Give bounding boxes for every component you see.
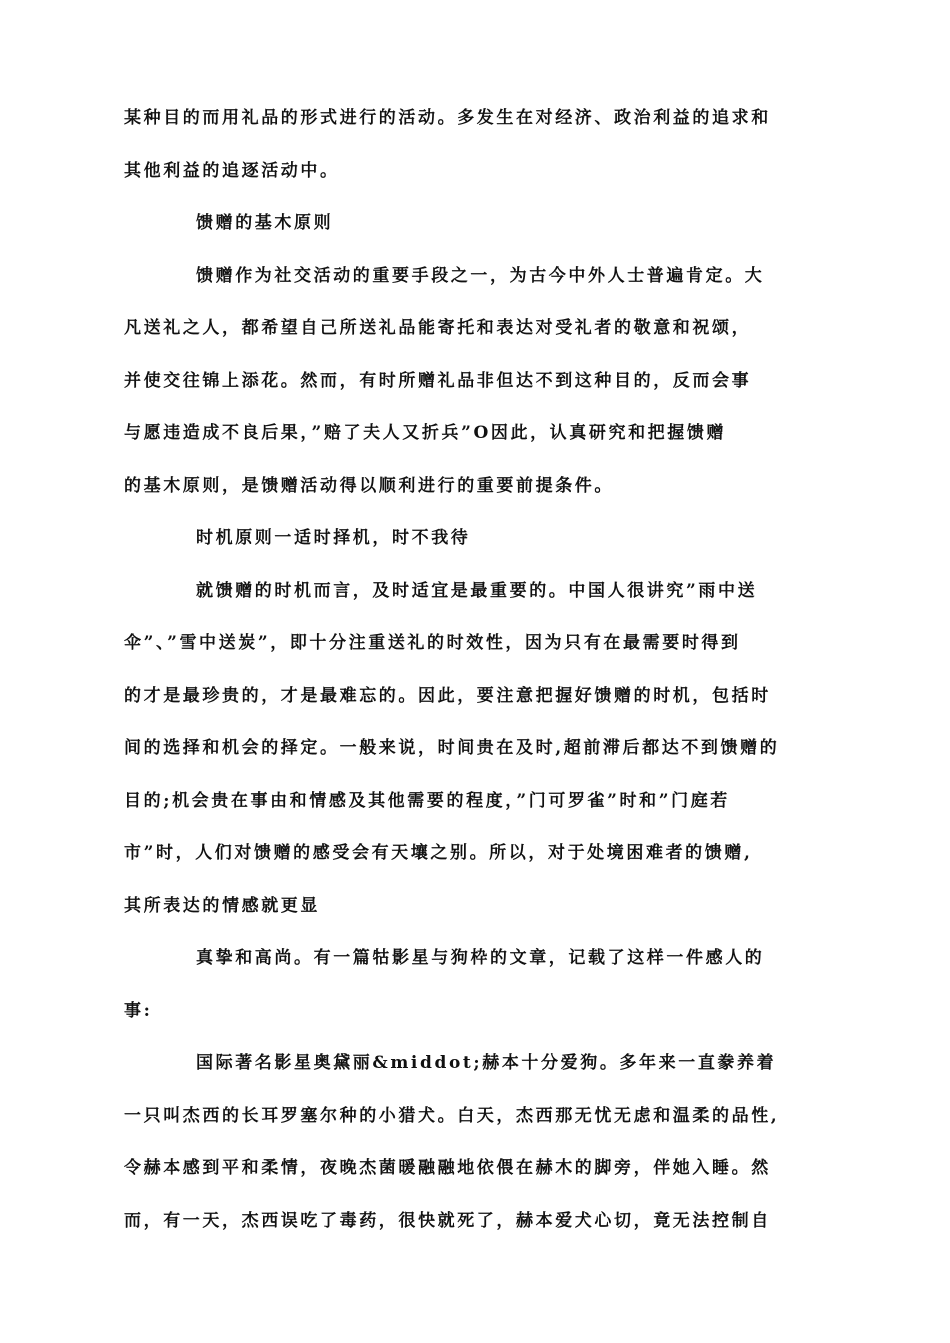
text-line: 并使交往锦上添花。然而，有时所赠礼品非但达不到这种目的，反而会事 (124, 370, 752, 391)
text-line: 与愿违造成不良后果，”赔了夫人又折兵”O因此，认真研究和把握馈赠 (124, 423, 727, 443)
text-line: 一只叫杰西的长耳罗塞尔种的小猎犬。白天，杰西那无忧无虑和温柔的品性, (124, 1105, 780, 1126)
text-line: 馈赠作为社交活动的重要手段之一，为古今中外人士普遍肯定。大 (196, 265, 765, 286)
text-line: 伞”、”雪中送炭”，即十分注重送礼的时效性，因为只有在最需要时得到 (124, 633, 741, 653)
document-body (124, 92, 830, 1247)
text-line: 而，有一天，杰西误吃了毒药，很快就死了，赫本爱犬心切，竟无法控制自 (124, 1210, 771, 1231)
text-line: 其所表达的情感就更显 (124, 895, 320, 916)
text-line: 就馈赠的时机而言，及时适宜是最重要的。中国人很讲究”雨中送 (196, 580, 758, 601)
text-line: 某种目的而用礼品的形式进行的活动。多发生在对经济、政治利益的追求和 (124, 108, 771, 128)
section-heading: 时机原则一适时择机，时不我待 (196, 528, 471, 548)
text-line: 间的选择和机会的择定。一般来说，时间贵在及时,超前滞后都达不到馈赠的 (124, 738, 780, 758)
text-line: 的才是最珍贵的，才是最难忘的。因此，要注意把握好馈赠的时机，包括时 (124, 685, 771, 706)
text-line: 事: (124, 1000, 153, 1021)
text-line: 真挚和高尚。有一篇牯影星与狗枠的文章，记载了这样一件感人的 (196, 948, 765, 968)
text-line: 市”时，人们对馈赠的感受会有天壤之别。所以，对于处境困难者的馈赠, (124, 843, 753, 863)
section-heading: 馈赠的基木原则 (196, 213, 334, 233)
text-line: 凡送礼之人，都希望自己所送礼品能寄托和表达对受礼者的敬意和祝颂， (124, 318, 752, 338)
text-line: 的基木原则，是馈赠活动得以顺利进行的重要前提条件。 (124, 475, 614, 496)
text-line: 国际著名影星奥黛丽&middot;赫本十分爱狗。多年来一直豢养着 (196, 1053, 777, 1073)
text-line: 其他利益的追逐活动中。 (124, 160, 340, 181)
text-line: 令赫本感到平和柔情，夜晚杰菌暖融融地依偎在赫木的脚旁，伴她入睡。然 (124, 1158, 771, 1178)
text-line: 目的;机会贵在事由和情感及其他需要的程度，”门可罗雀”时和”门庭若 (124, 790, 730, 811)
